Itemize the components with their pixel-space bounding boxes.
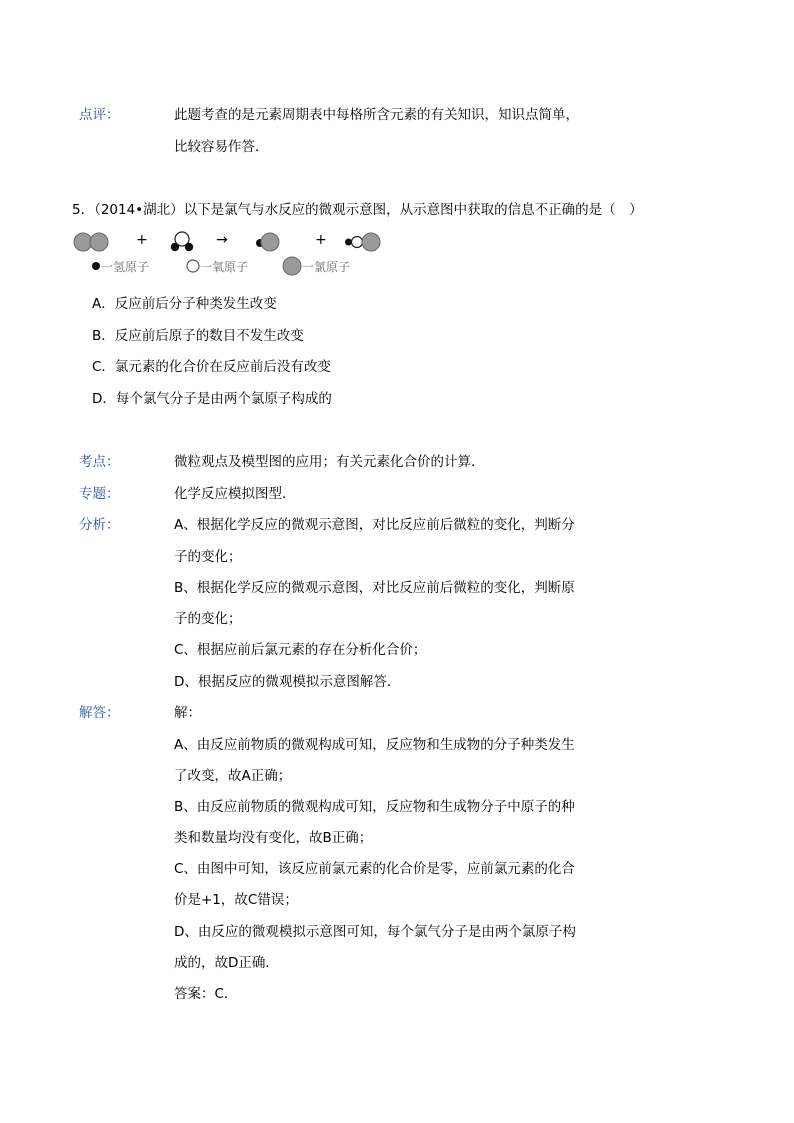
fenxi-label: 分析： [79,517,120,533]
option-d: D．每个氯气分子是由两个氯原子构成的 [92,391,332,407]
plus-sign-1: + [136,232,148,248]
legend-hydrogen: 一氢原子 [101,260,150,274]
option-b: B．反应前后原子的数目不发生改变 [92,328,304,344]
jieda-line-1: 解： [174,705,201,721]
jieda-line-5: 类和数量均没有变化，故B正确； [174,830,373,846]
option-a: A．反应前后分子种类发生改变 [92,296,277,312]
zhuanti-label: 专题： [79,486,120,502]
jieda-line-7: 价是+1，故C错误； [174,892,298,908]
answer-line: 答案：C． [174,986,238,1002]
review-line-1: 此题考查的是元素周期表中每格所含元素的有关知识，知识点简单， [174,107,579,123]
kaodian-label: 考点： [79,454,120,470]
jieda-line-2: A、由反应前物质的微观构成可知，反应物和生成物的分子种类发生 [174,737,575,753]
hcl-molecule [252,231,282,253]
option-c: C．氯元素的化合价在反应前后没有改变 [92,359,331,375]
plus-sign-2: + [315,232,327,248]
jieda-label: 解答： [79,705,120,721]
oxygen-atom-legend-icon [186,259,200,273]
fenxi-line-4: 子的变化； [174,611,242,627]
jieda-line-6: C、由图中可知，该反应前氯元素的化合价是零，应前氯元素的化合 [174,861,575,877]
fenxi-line-1: A、根据化学反应的微观示意图，对比反应前后微粒的变化，判断分 [174,517,575,533]
review-label: 点评： [79,107,120,123]
hclo-molecule [344,231,384,253]
jieda-line-4: B、由反应前物质的微观构成可知，反应物和生成物分子中原子的种 [174,799,575,815]
fenxi-line-5: C、根据应前后氯元素的存在分析化合价； [174,642,427,658]
question-stem: 5．（2014•湖北）以下是氯气与水反应的微观示意图，从示意图中获取的信息不正确的是（ ） [72,202,643,218]
reaction-arrow: → [216,232,228,248]
chlorine-atom-legend-icon [282,256,302,276]
chlorine-molecule [73,231,113,253]
hydrogen-atom-legend-icon [91,261,101,271]
legend-oxygen: 一氧原子 [200,260,249,274]
jieda-line-3: 了改变，故A正确； [174,768,292,784]
kaodian-text: 微粒观点及模型图的应用；有关元素化合价的计算． [174,454,485,470]
jieda-line-9: 成的，故D正确． [174,955,279,971]
zhuanti-text: 化学反应模拟图型． [174,486,296,502]
review-line-2: 比较容易作答． [174,139,269,155]
jieda-line-8: D、由反应的微观模拟示意图可知，每个氯气分子是由两个氯原子构 [174,924,576,940]
legend-chlorine: 一氯原子 [302,260,351,274]
fenxi-line-6: D、根据反应的微观模拟示意图解答． [174,674,401,690]
fenxi-line-3: B、根据化学反应的微观示意图，对比反应前后微粒的变化，判断原 [174,580,575,596]
water-molecule [170,231,200,253]
fenxi-line-2: 子的变化； [174,549,242,565]
